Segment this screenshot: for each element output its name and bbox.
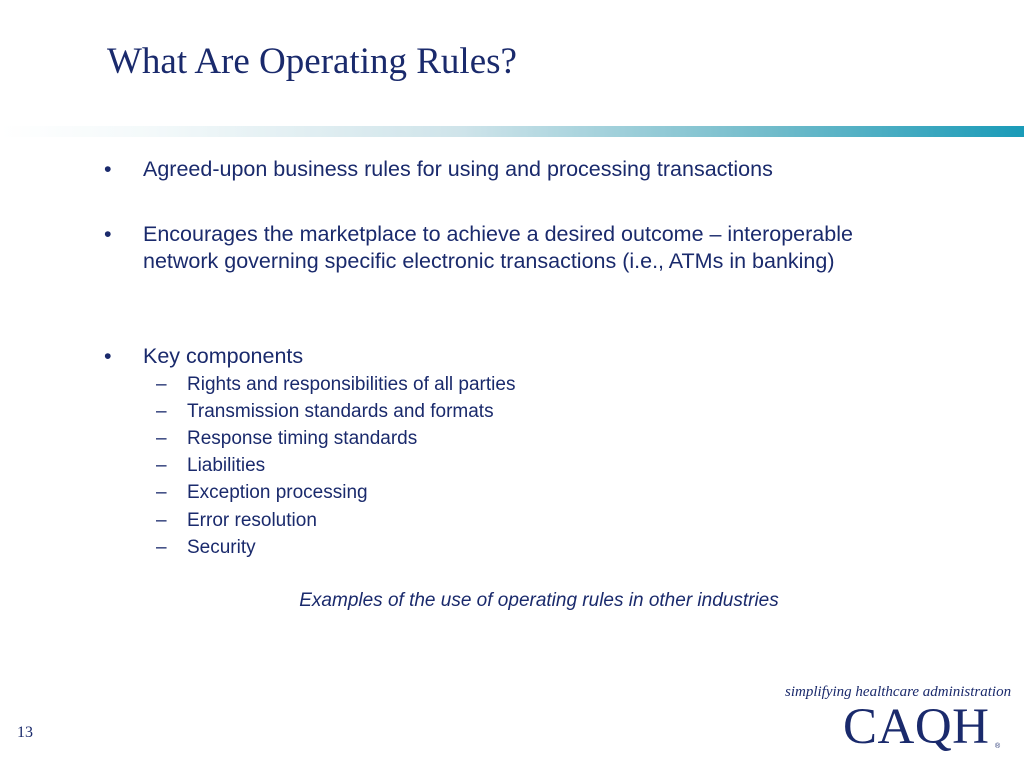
sub-bullet-marker: –	[156, 482, 167, 503]
examples-caption: Examples of the use of operating rules in other industries	[299, 590, 779, 611]
sub-bullet-marker: –	[156, 374, 167, 395]
sub-bullet-text: Exception processing	[187, 482, 368, 503]
bullet-text: Agreed-upon business rules for using and processing transactions	[143, 157, 773, 181]
sub-bullet-item	[156, 371, 515, 398]
slide-title: What Are Operating Rules?	[107, 41, 517, 82]
sub-bullet-item	[156, 425, 417, 452]
sub-bullet-item	[156, 534, 256, 561]
bullet-item	[104, 343, 934, 370]
sub-bullet-marker: –	[156, 455, 167, 476]
sub-bullet-text: Transmission standards and formats	[187, 401, 494, 422]
bullet-text: Key components	[143, 344, 304, 368]
sub-bullet-marker: –	[156, 428, 167, 449]
logo-tagline: simplifying healthcare administration	[785, 684, 1012, 700]
bullet-item	[104, 221, 934, 275]
page-number: 13	[17, 724, 33, 741]
bullet-item	[104, 156, 934, 183]
sub-bullet-item	[156, 452, 265, 479]
sub-bullet-text: Liabilities	[187, 455, 266, 476]
registered-mark: ®	[995, 743, 1001, 750]
sub-bullet-text: Error resolution	[187, 510, 317, 531]
sub-bullet-marker: –	[156, 510, 167, 531]
caqh-logo	[770, 684, 1010, 754]
sub-bullet-text: Rights and responsibilities of all parties	[187, 374, 516, 395]
bullet-marker: •	[104, 222, 112, 246]
sub-bullet-item	[156, 507, 317, 534]
bullet-marker: •	[104, 157, 112, 181]
sub-bullet-item	[156, 479, 368, 506]
sub-bullet-text: Security	[187, 537, 256, 558]
sub-bullet-text: Response timing standards	[187, 428, 418, 449]
sub-bullet-item	[156, 398, 494, 425]
logo-wordmark: CAQH	[843, 699, 990, 755]
bullet-text: Encourages the marketplace to achieve a desired outcome – interoperable network governing specific electronic transactions (i.e., ATMs in banking)	[143, 222, 853, 273]
bullet-marker: •	[104, 344, 112, 368]
sub-bullet-marker: –	[156, 537, 167, 558]
sub-bullet-marker: –	[156, 401, 167, 422]
